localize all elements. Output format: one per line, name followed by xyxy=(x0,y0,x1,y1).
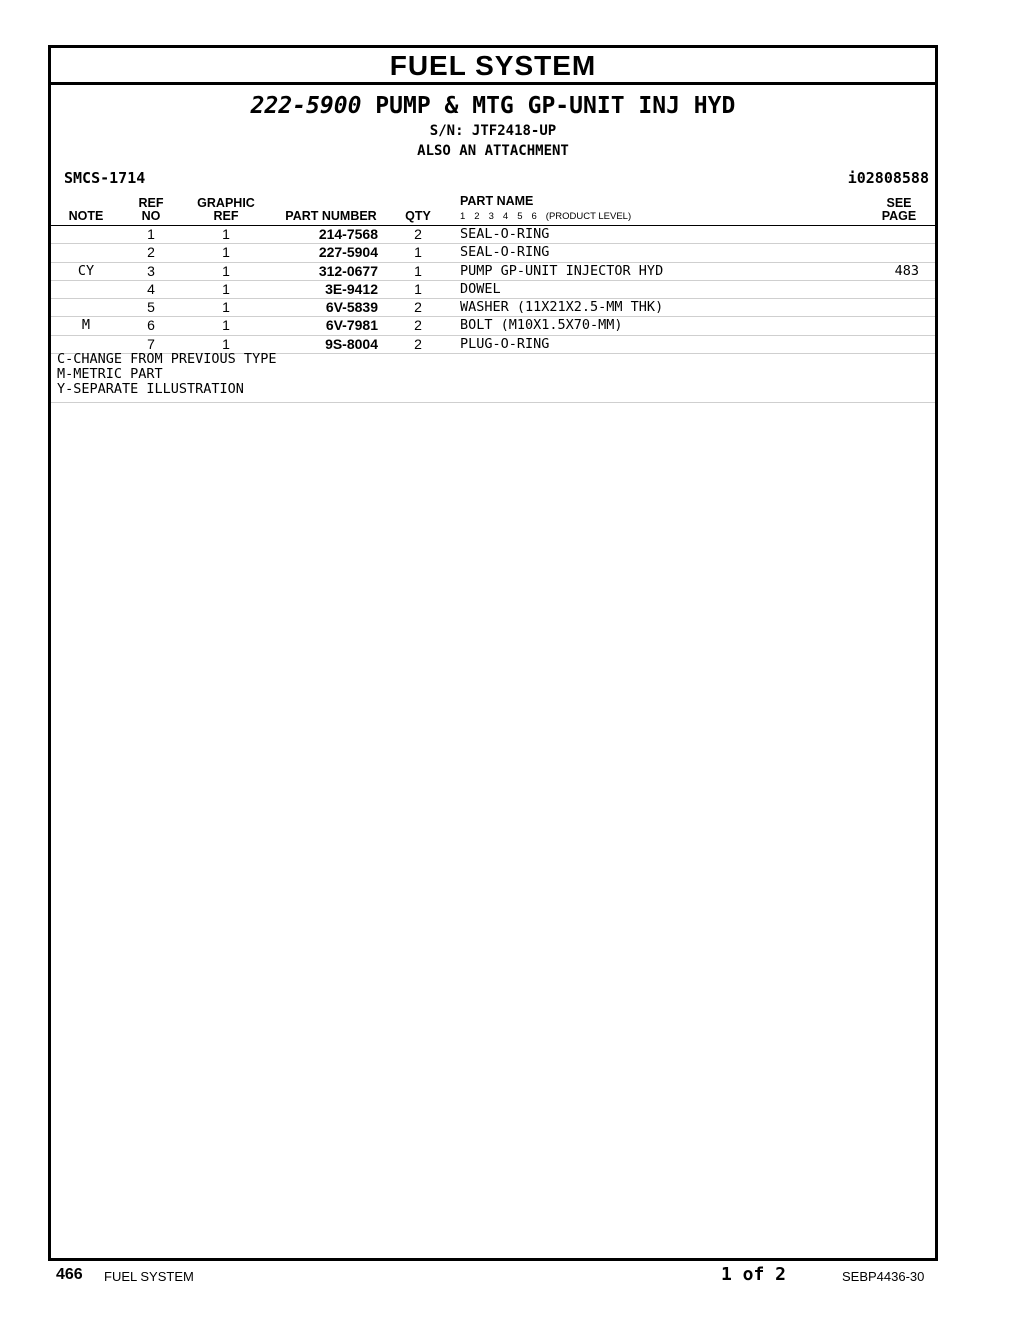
ref-no: 4 xyxy=(147,280,155,297)
quantity: 2 xyxy=(414,226,422,242)
table-row xyxy=(51,244,935,262)
note-code: CY xyxy=(77,262,95,279)
part-name: PUMP GP-UNIT INJECTOR HYD xyxy=(460,262,664,279)
document-id: SEBP4436-30 xyxy=(842,1269,925,1284)
table-row xyxy=(51,317,935,335)
ref-no: 5 xyxy=(147,299,155,316)
parts-table-header xyxy=(51,190,935,226)
header-see-top: SEE xyxy=(886,196,912,210)
note-metric: M-METRIC PART xyxy=(57,366,163,382)
product-level-row xyxy=(460,211,640,223)
part-number: 9S-8004 xyxy=(325,335,378,352)
level-1: 1 xyxy=(460,211,466,222)
graphic-ref: 1 xyxy=(222,262,230,279)
part-number: 3E-9412 xyxy=(325,280,378,297)
quantity: 1 xyxy=(414,244,422,261)
group-title xyxy=(51,92,935,120)
notes-divider xyxy=(51,402,935,403)
see-page[interactable]: 483 xyxy=(894,262,919,279)
parts-page-frame xyxy=(48,45,938,1261)
part-number: 6V-5839 xyxy=(325,299,378,316)
part-number: 6V-7981 xyxy=(325,317,378,334)
part-number: 214-7568 xyxy=(318,226,378,242)
table-row xyxy=(51,263,935,281)
header-ref-top: REF xyxy=(138,196,164,210)
page-of-count: 1 of 2 xyxy=(721,1264,787,1285)
table-row xyxy=(51,226,935,244)
attachment-note: ALSO AN ATTACHMENT xyxy=(417,143,569,159)
part-name: BOLT (M10X1.5X70-MM) xyxy=(460,317,623,334)
header-see-bottom: PAGE xyxy=(881,209,917,223)
part-name: SEAL-O-RING xyxy=(460,244,550,261)
note-separate-illustration: Y-SEPARATE ILLUSTRATION xyxy=(57,381,244,397)
serial-range: S/N: JTF2418-UP xyxy=(429,123,557,139)
note-code: M xyxy=(81,317,91,334)
footer-section: FUEL SYSTEM xyxy=(104,1269,194,1284)
graphic-ref: 1 xyxy=(222,335,230,352)
header-part-name: PART NAME xyxy=(460,194,534,208)
header-graphic-top: GRAPHIC xyxy=(197,196,255,210)
header-note: NOTE xyxy=(68,209,104,223)
ref-no: 6 xyxy=(147,317,155,334)
level-3: 3 xyxy=(488,211,494,222)
level-5: 5 xyxy=(517,211,523,222)
section-title: FUEL SYSTEM xyxy=(51,48,935,85)
header-graphic-bottom: REF xyxy=(213,209,239,223)
graphic-ref: 1 xyxy=(222,317,230,334)
graphic-ref: 1 xyxy=(222,244,230,261)
ref-no: 7 xyxy=(147,335,155,352)
smcs-code: SMCS-1714 xyxy=(64,169,146,187)
quantity: 1 xyxy=(414,280,422,297)
parts-table-body xyxy=(51,226,935,354)
product-level-label: (PRODUCT LEVEL) xyxy=(545,211,632,222)
part-name: SEAL-O-RING xyxy=(460,226,550,242)
quantity: 1 xyxy=(414,262,422,279)
page-number: 466 xyxy=(56,1266,83,1283)
notes-legend xyxy=(57,352,276,397)
group-name: PUMP & MTG GP-UNIT INJ HYD xyxy=(375,93,736,119)
header-qty: QTY xyxy=(405,209,431,223)
illustration-id: i02808588 xyxy=(847,169,929,187)
graphic-ref: 1 xyxy=(222,280,230,297)
group-number: 222-5900 xyxy=(250,93,362,119)
part-number: 312-0677 xyxy=(318,262,378,279)
ref-no: 3 xyxy=(147,262,155,279)
table-row xyxy=(51,299,935,317)
level-2: 2 xyxy=(474,211,480,222)
ref-no: 1 xyxy=(147,226,155,242)
graphic-ref: 1 xyxy=(222,226,230,242)
part-name: WASHER (11X21X2.5-MM THK) xyxy=(460,299,664,316)
ref-no: 2 xyxy=(147,244,155,261)
level-6: 6 xyxy=(531,211,537,222)
part-number: 227-5904 xyxy=(318,244,378,261)
header-part-number: PART NUMBER xyxy=(285,209,377,223)
quantity: 2 xyxy=(414,299,422,316)
note-change: C-CHANGE FROM PREVIOUS TYPE xyxy=(57,351,277,367)
part-name: DOWEL xyxy=(460,280,501,297)
level-4: 4 xyxy=(502,211,509,222)
table-row xyxy=(51,281,935,299)
part-name: PLUG-O-RING xyxy=(460,335,550,352)
quantity: 2 xyxy=(414,317,422,334)
graphic-ref: 1 xyxy=(222,299,230,316)
quantity: 2 xyxy=(414,335,422,352)
header-ref-bottom: NO xyxy=(141,209,161,223)
